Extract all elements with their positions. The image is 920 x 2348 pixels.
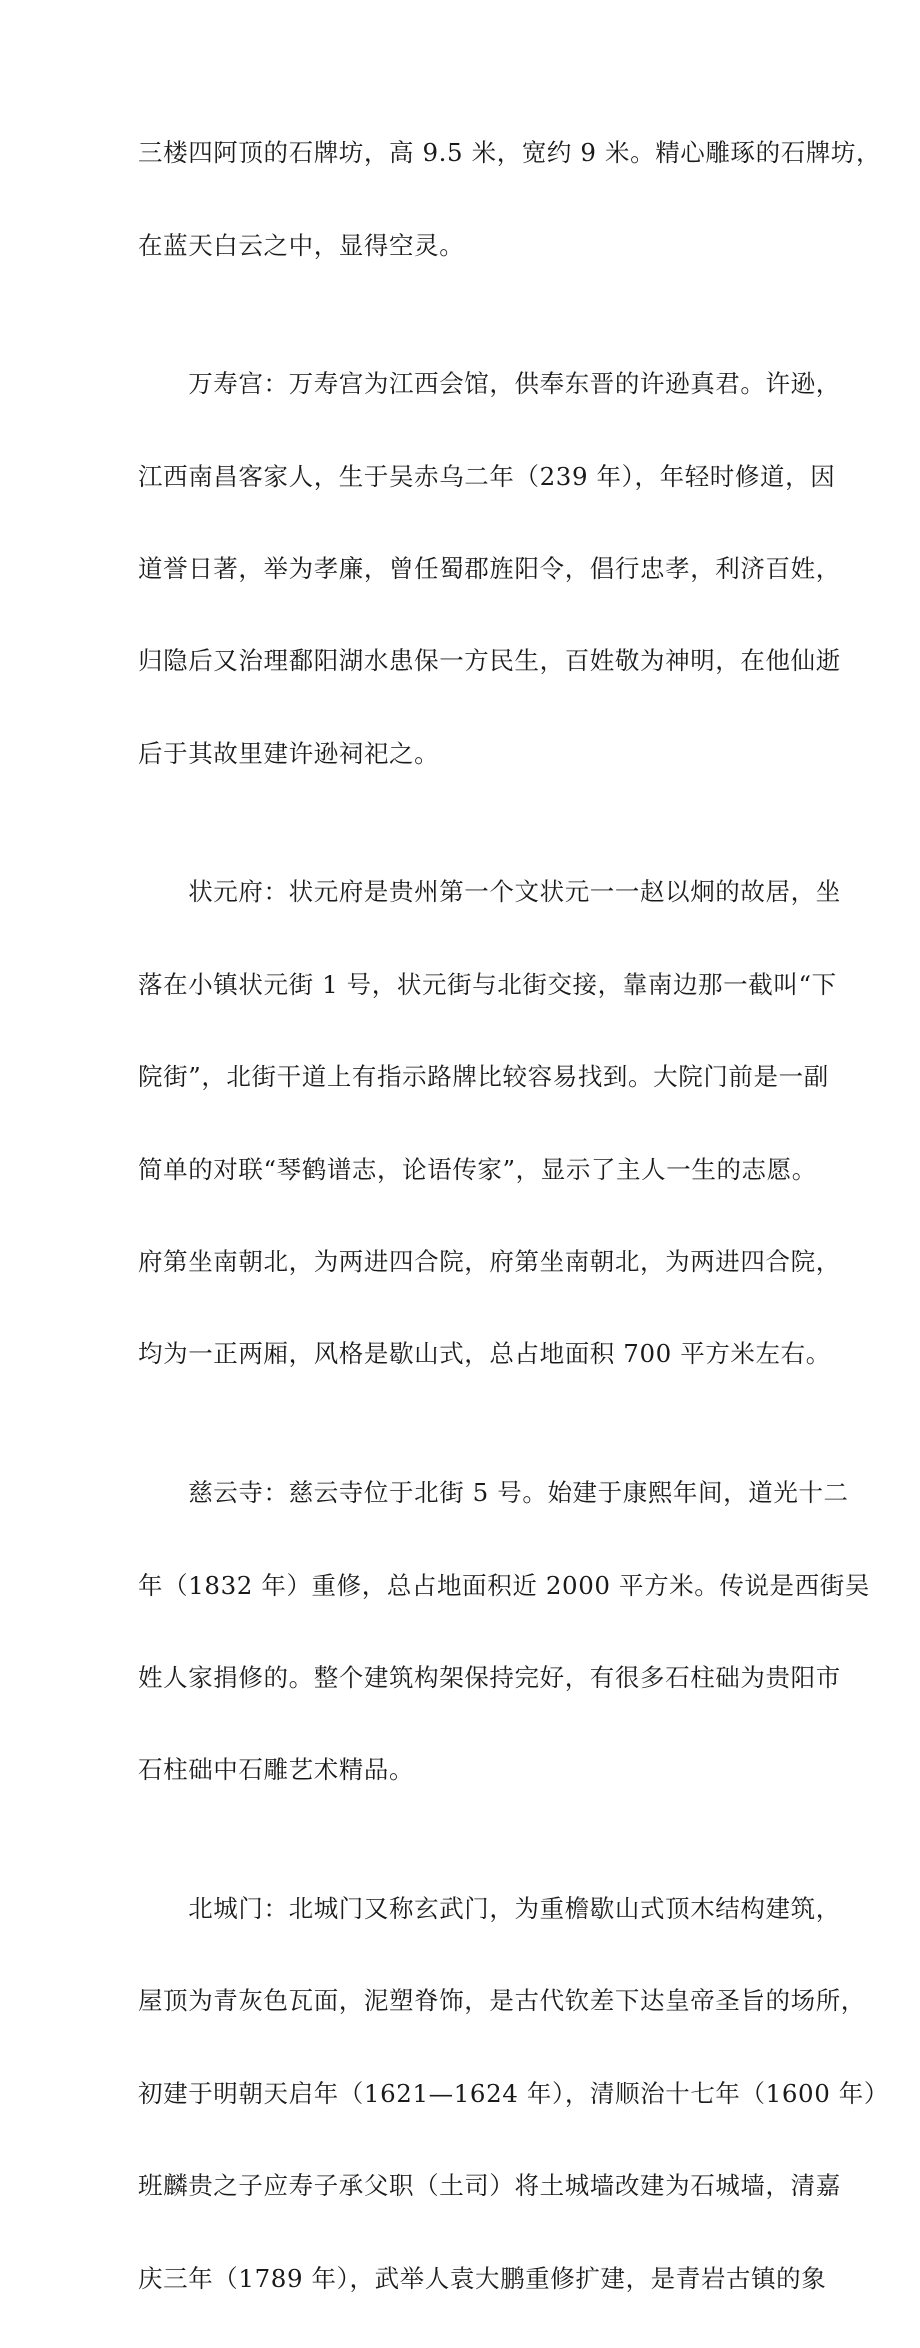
paragraph-stone-archway (138, 84, 882, 315)
text-line: 院街”，北街干道上有指示路牌比较容易找到。大院门前是一副 (138, 1062, 829, 1092)
text-line: 府第坐南朝北，为两进四合院，府第坐南朝北，为两进四合院， (138, 1247, 841, 1277)
text-line: 均为一正两厢，风格是歇山式，总占地面积 700 平方米左右。 (138, 1339, 831, 1369)
text-line: 庆三年（1789 年），武举人袁大鹏重修扩建，是青岩古镇的象 (138, 2263, 827, 2293)
text-line: 道誉日著，举为孝廉，曾任蜀郡旌阳令，倡行忠孝，利济百姓， (138, 554, 841, 584)
paragraph-ciyun-temple (138, 1424, 870, 1840)
text-line: 屋顶为青灰色瓦面，泥塑脊饰，是古代钦差下达皇帝圣旨的场所， (138, 1986, 866, 2016)
text-line: 归隐后又治理鄱阳湖水患保一方民生，百姓敬为神明，在他仙逝 (138, 646, 841, 676)
text-line: 北城门：北城门又称玄武门，为重檐歇山式顶木结构建筑， (138, 1893, 841, 1923)
paragraph-zhuangyuan-mansion (138, 823, 841, 1424)
text-line: 班麟贵之子应寿子承父职（土司）将土城墙改建为石城墙，清嘉 (138, 2171, 841, 2201)
text-line: 姓人家捐修的。整个建筑构架保持完好，有很多石柱础为贵阳市 (138, 1662, 841, 1692)
text-line: 江西南昌客家人，生于吴赤乌二年（239 年），年轻时修道，因 (138, 461, 836, 491)
text-line: 状元府：状元府是贵州第一个文状元一一赵以炯的故居，坐 (138, 877, 841, 907)
text-line: 在蓝天白云之中，显得空灵。 (138, 230, 465, 260)
document-body (138, 84, 889, 2348)
text-line: 万寿宫：万寿宫为江西会馆，供奉东晋的许逊真君。许逊， (138, 369, 841, 399)
text-line: 慈云寺：慈云寺位于北街 5 号。始建于康熙年间，道光十二 (138, 1478, 849, 1508)
paragraph-north-gate (138, 1840, 889, 2348)
text-line: 三楼四阿顶的石牌坊，高 9.5 米，宽约 9 米。精心雕琢的石牌坊， (138, 138, 882, 168)
text-line: 落在小镇状元街 1 号，状元街与北街交接，靠南边那一截叫“下 (138, 969, 837, 999)
paragraph-wanshou-palace (138, 315, 841, 823)
text-line: 后于其故里建许逊祠祀之。 (138, 738, 440, 768)
text-line: 石柱础中石雕艺术精品。 (138, 1755, 415, 1785)
text-line: 年（1832 年）重修，总占地面积近 2000 平方米。传说是西街吴 (138, 1570, 870, 1600)
text-line: 初建于明朝天启年（1621—1624 年），清顺治十七年（1600 年） (138, 2078, 889, 2108)
text-line: 简单的对联“琴鹤谱志，论语传家”，显示了主人一生的志愿。 (138, 1154, 817, 1184)
